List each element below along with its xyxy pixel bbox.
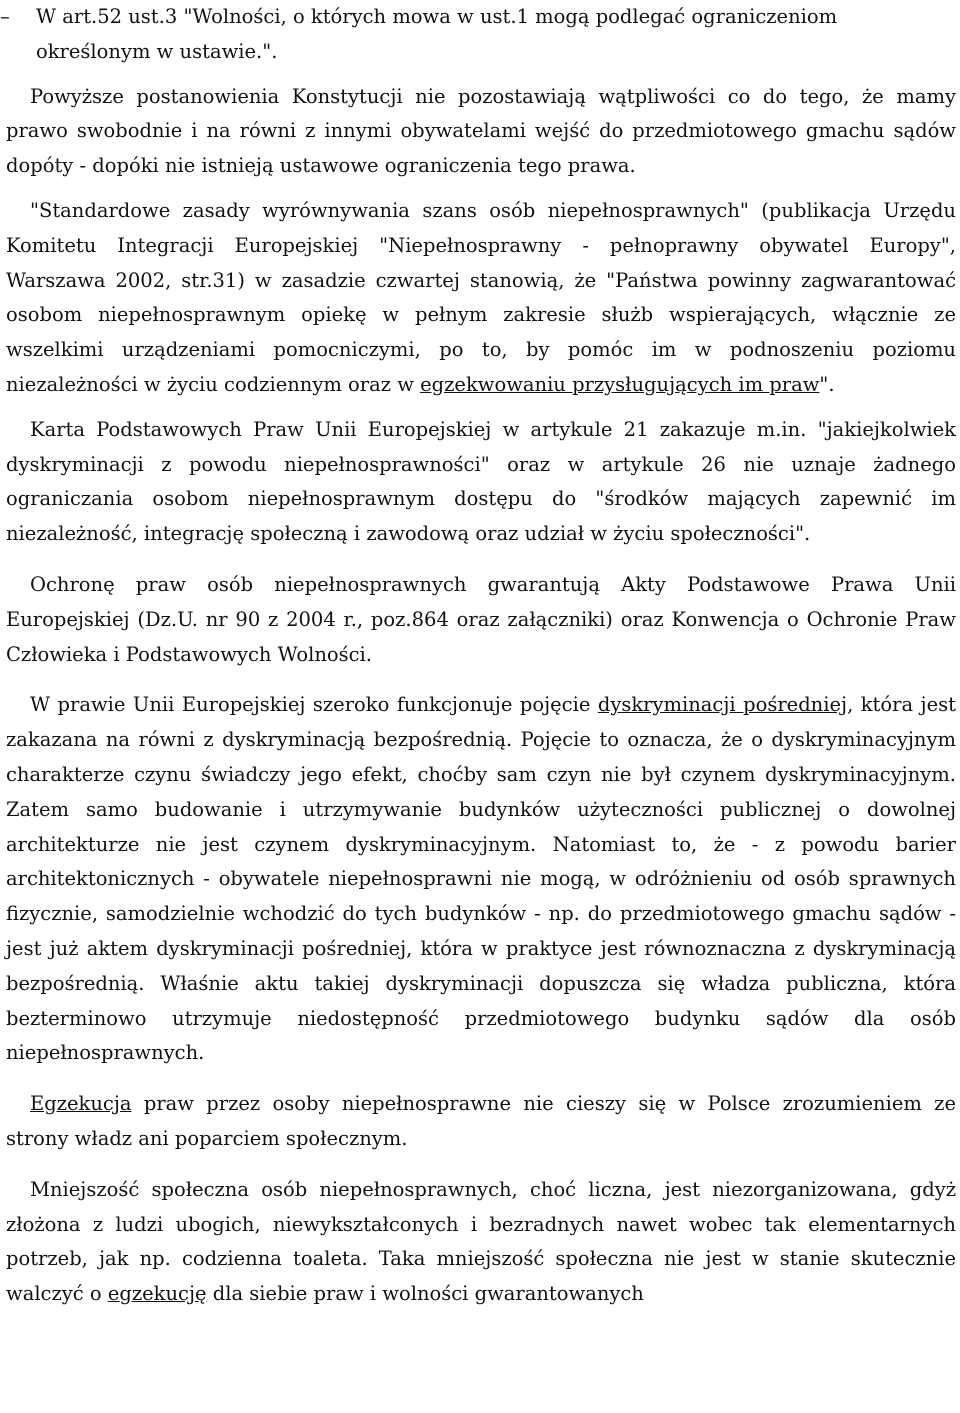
paragraph-5-text: W prawie Unii Europejskiej szeroko funkcjonuje pojęcie	[30, 693, 598, 717]
paragraph-7-text: Mniejszość społeczna osób niepełnosprawnych, choć liczna, jest niezorganizowana, gdyż złożona z ludzi ubogich, niewykształconych i bezradnych nawet wobec tak elementarnych potrzeb, jak np. codzienna toaleta. Taka mniejszość społeczna nie jest w stanie skutecznie walczyć o	[6, 1177, 956, 1306]
paragraph-7-tail: dla siebie praw i wolności gwarantowanych	[206, 1282, 644, 1306]
paragraph-5-tail: , która jest zakazana na równi z dyskryminacją bezpośrednią. Pojęcie to oznacza, że o dyskryminacyjnym charakterze czynu świadczy jego efekt, choćby sam czyn nie był czynem dyskryminacyjnym. Zatem samo budowanie i utrzymywanie budynków użyteczności publicznej o dowolnej architekturze nie jest czynem dyskryminacyjnym. Natomiast to, że - z powodu barier architektonicznych - obywatele niepełnosprawni nie mogą, w odróżnieniu od osób sprawnych fizycznie, samodzielnie wchodzić do tych budynków - np. do przedmiotowego gmachu sądów - jest już aktem dyskryminacji pośredniej, która w praktyce jest równoznaczna z dyskryminacją bezpośrednią. Właśnie aktu takiej dyskryminacji dopuszcza się władza publiczna, która bezterminowo utrzymuje niedostępność przedmiotowego budynku sądów dla osób niepełnosprawnych.	[6, 693, 956, 1065]
bullet-item	[0, 0, 956, 70]
dash-bullet-icon: –	[0, 5, 10, 28]
paragraph-5	[6, 688, 956, 1071]
paragraph-6-text: praw przez osoby niepełnosprawne nie cieszy się w Polsce zrozumieniem ze strony władz ani poparciem społecznym.	[6, 1092, 956, 1150]
paragraph-2-text: "Standardowe zasady wyrównywania szans osób niepełnosprawnych" (publikacja Urzędu Komitetu Integracji Europejskiej "Niepełnosprawny - pełnoprawny obywatel Europy", Warszawa 2002, str.31) w zasadzie czwartej stanowią, że "Państwa powinny zagwarantować osobom niepełnosprawnym opiekę w pełnym zakresie służb wspierających, włącznie ze wszelkimi urządzeniami pomocniczymi, po to, by pomóc im w podnoszeniu poziomu niezależności w życiu codziennym oraz w	[6, 198, 956, 396]
paragraph-1: Powyższe postanowienia Konstytucji nie pozostawiają wątpliwości co do tego, że mamy prawo swobodnie i na równi z innymi obywatelami wejść do przedmiotowego gmachu sądów dopóty - dopóki nie istnieją ustawowe ograniczenia tego prawa.	[6, 84, 956, 178]
link-egzekucja[interactable]: Egzekucja	[30, 1092, 132, 1116]
paragraph-4: Ochronę praw osób niepełnosprawnych gwarantują Akty Podstawowe Prawa Unii Europejskiej (Dz.U. nr 90 z 2004 r., poz.864 oraz załączniki) oraz Konwencja o Ochronie Praw Człowieka i Podstawowych Wolności.	[6, 572, 956, 666]
paragraph-2	[6, 194, 956, 403]
paragraph-7	[6, 1173, 956, 1312]
link-egzekucje[interactable]: egzekucję	[107, 1282, 207, 1306]
paragraph-6	[6, 1087, 956, 1157]
link-egzekwowaniu[interactable]: egzekwowaniu przysługujących im praw	[420, 372, 820, 396]
link-dyskryminacji-posredniej[interactable]: dyskryminacji pośredniej	[597, 693, 848, 717]
bullet-text: W art.52 ust.3 "Wolności, o których mowa w ust.1 mogą podlegać ograniczeniom określonym w ustawie.".	[36, 5, 838, 63]
paragraph-2-tail: ".	[819, 372, 835, 396]
paragraph-3: Karta Podstawowych Praw Unii Europejskiej w artykule 21 zakazuje m.in. "jakiejkolwiek dyskryminacji z powodu niepełnosprawności" oraz w artykule 26 nie uznaje żadnego ograniczania osobom niepełnosprawnym dostępu do "środków mających zapewnić im niezależność, integrację społeczną i zawodową oraz udział w życiu społeczności".	[6, 417, 956, 546]
